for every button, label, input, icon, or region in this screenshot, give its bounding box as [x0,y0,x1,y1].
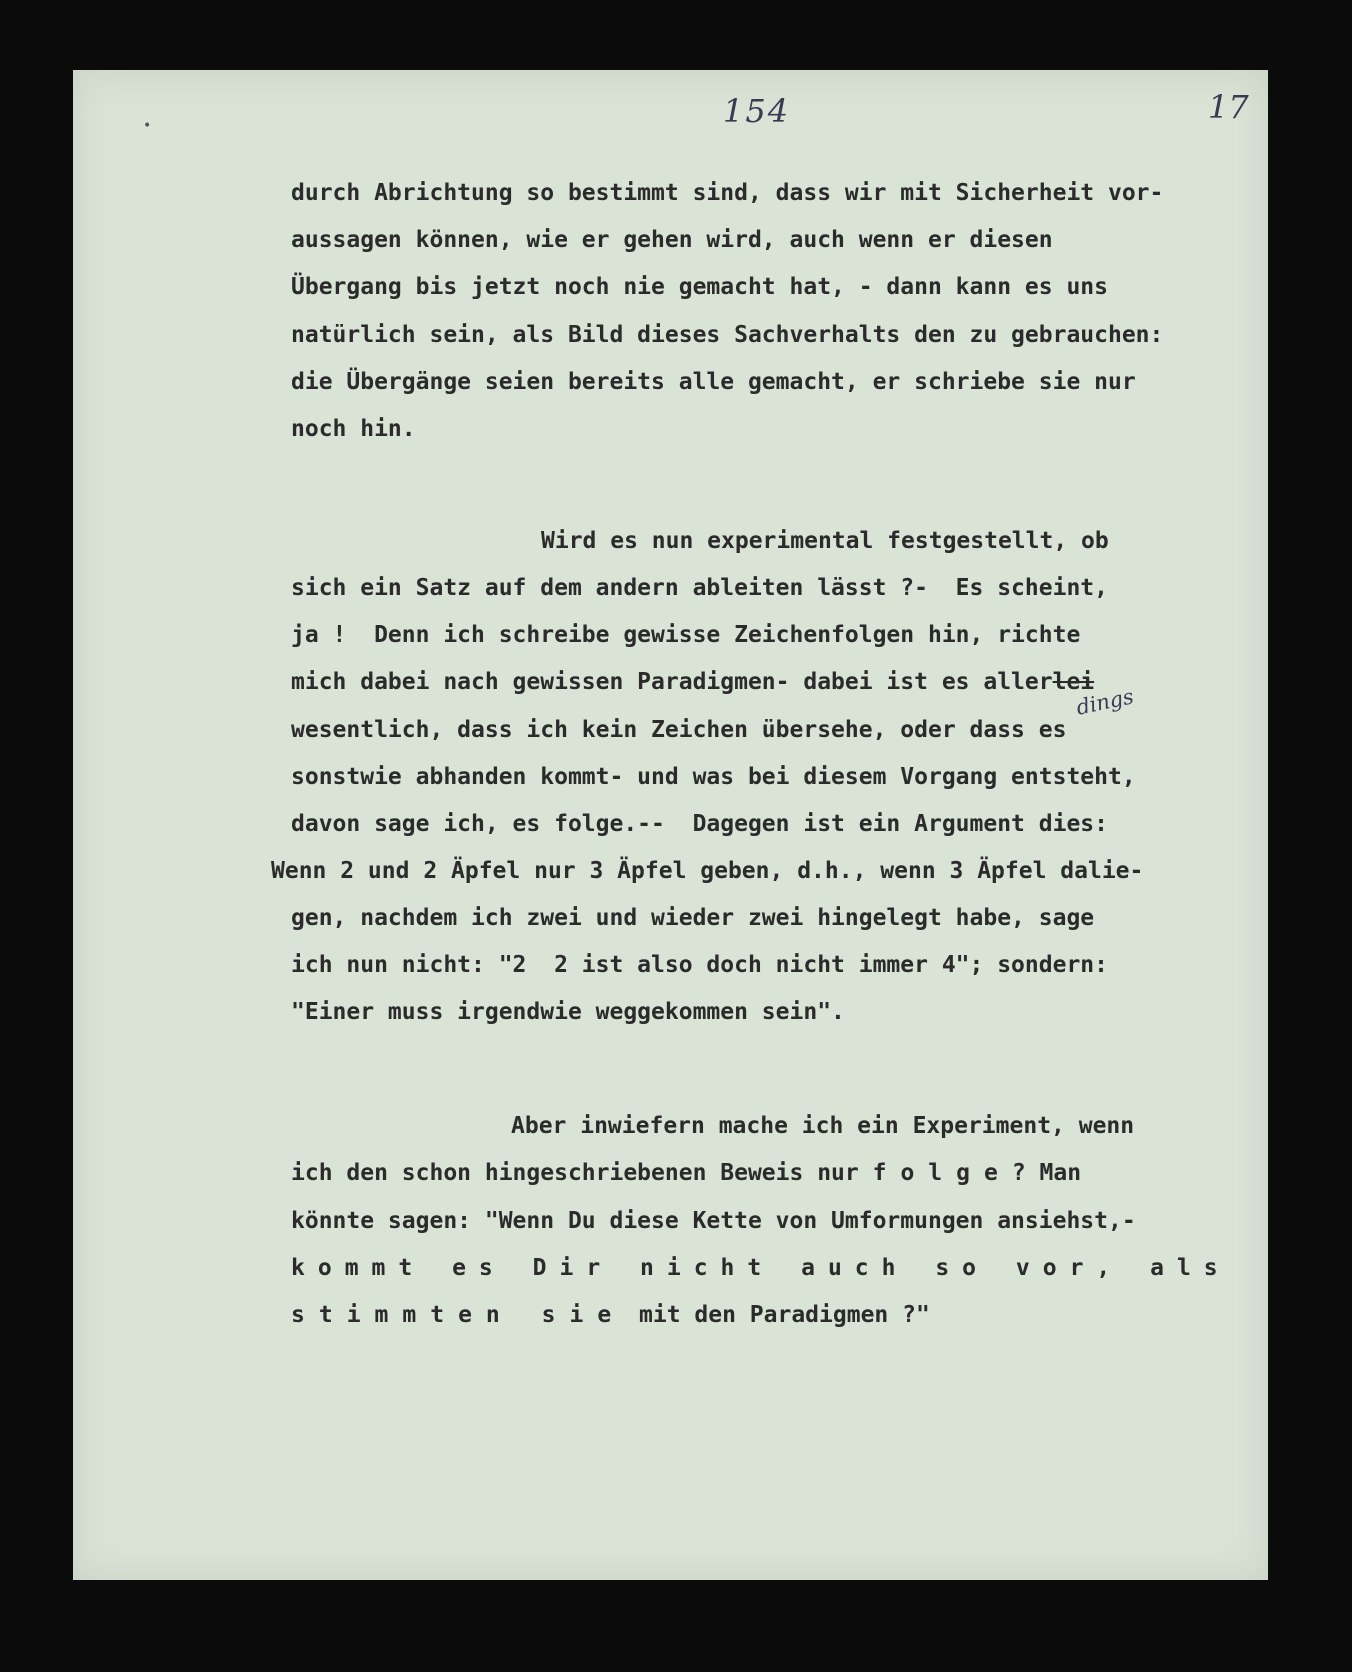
text-line-content: aussagen können, wie er gehen wird, auch wenn er diesen [291,227,1053,253]
emphasized-spaced-word: folge [872,1160,1012,1186]
text-line: wesentlich, dass ich kein Zeichen übersehe, oder dass es [291,717,1067,743]
text-line: ja ! Denn ich schreibe gewisse Zeichenfolgen hin, richte [291,622,1081,648]
text-line-content: ich den schon hingeschriebenen Beweis nur [291,1160,873,1186]
text-line [291,225,1053,255]
text-line: sich ein Satz auf dem andern ableiten lässt ?- Es scheint, [291,575,1108,601]
document-page [73,70,1268,1580]
text-line: davon sage ich, es folge.-- Dagegen ist ein Argument dies: [291,811,1108,837]
text-line: durch Abrichtung so bestimmt sind, dass wir mit Sicherheit vor- [291,180,1164,206]
text-line: Übergang bis jetzt noch nie gemacht hat, - dann kann es uns [291,274,1108,300]
handwritten-folio-number: 17 [1208,88,1249,126]
text-line: sonstwie abhanden kommt- und was bei diesem Vorgang entsteht, [291,764,1136,790]
text-line: Wenn 2 und 2 Äpfel nur 3 Äpfel geben, d.h., wenn 3 Äpfel dalie- [271,858,1144,884]
struck-text: lei [1052,669,1095,695]
text-line: "Einer muss irgendwie weggekommen sein". [291,999,845,1025]
text-line-spaced: kommt es Dir nicht auch so vor, als [291,1255,1231,1281]
text-line: Wird es nun experimental festgestellt, ob [541,528,1109,554]
text-line: ich nun nicht: "2 2 ist also doch nicht immer 4"; sondern: [291,952,1108,978]
text-line: könnte sagen: "Wenn Du diese Kette von Umformungen ansiehst,- [291,1208,1136,1234]
text-line [291,1300,930,1330]
text-line: noch hin. [291,416,416,442]
text-line-content: mich dabei nach gewissen Paradigmen- dabei ist es aller [291,669,1053,695]
handwritten-page-number: 154 [723,92,791,130]
text-line [291,667,1094,697]
text-line: natürlich sein, als Bild dieses Sachverhalts den zu gebrauchen: [291,322,1164,348]
text-line [291,1158,1081,1188]
handwritten-insertion: dings [1074,684,1136,720]
text-line: Aber inwiefern mache ich ein Experiment, wenn [511,1113,1135,1139]
stray-ink-mark: • [143,118,152,134]
emphasized-spaced-word: stimmten sie [291,1302,626,1328]
text-line: die Übergänge seien bereits alle gemacht, er schriebe sie nur [291,369,1136,395]
text-line-content: ? Man [1011,1160,1082,1186]
text-line-content: mit den Paradigmen ?" [625,1302,930,1328]
text-line: gen, nachdem ich zwei und wieder zwei hingelegt habe, sage [291,905,1095,931]
